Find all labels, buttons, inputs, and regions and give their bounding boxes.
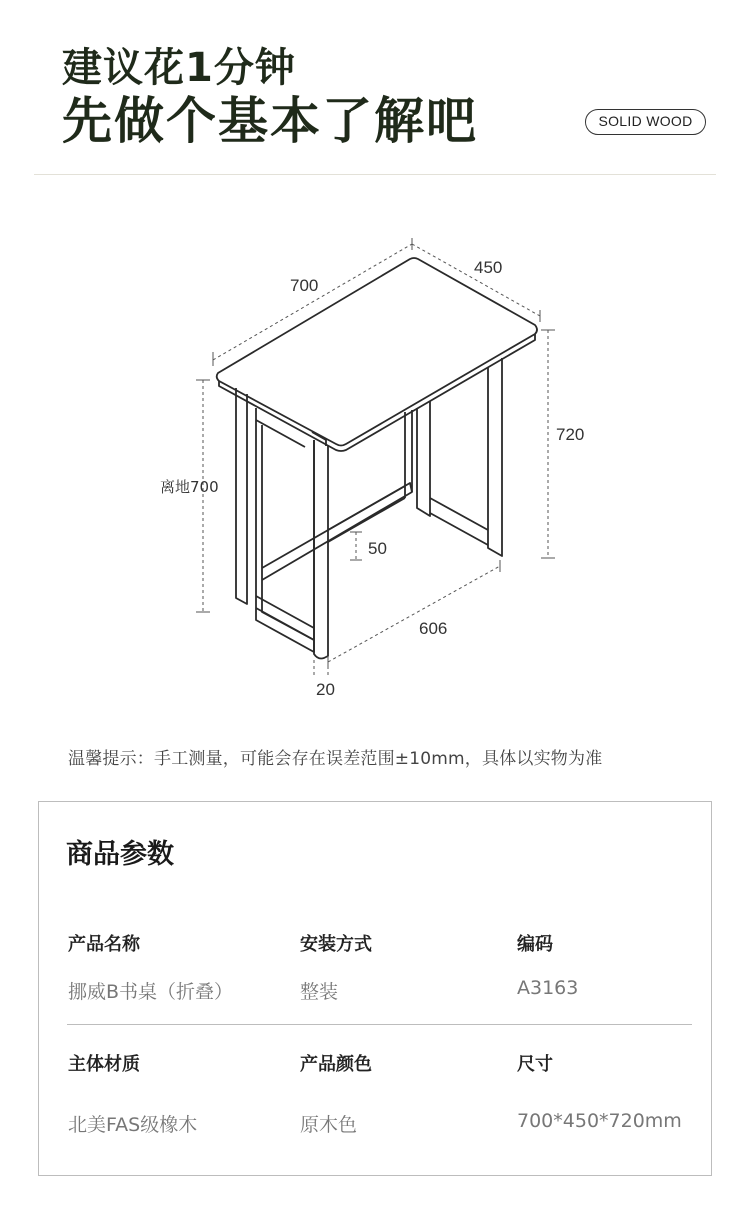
desk-drawing bbox=[217, 258, 537, 659]
product-params-card bbox=[38, 801, 712, 1176]
headline-line1: 建议花1分钟 bbox=[62, 45, 296, 91]
inner-width-label: 606 bbox=[419, 619, 448, 638]
param-value-size: 700*450*720mm bbox=[517, 1110, 682, 1132]
param-label-install: 安装方式 bbox=[300, 934, 372, 955]
param-value-name: 挪威B书桌（折叠） bbox=[68, 981, 234, 1003]
measurement-notice: 温馨提示：手工测量，可能会存在误差范围±10mm，具体以实物为准 bbox=[68, 749, 603, 769]
clearance-label: 离地700 bbox=[160, 478, 219, 496]
inner-width-dim-line bbox=[328, 566, 500, 662]
back-bottom-bar bbox=[430, 498, 488, 545]
depth-label: 450 bbox=[474, 258, 503, 277]
left-side-frame bbox=[256, 408, 314, 652]
param-value-code: A3163 bbox=[517, 977, 579, 999]
leg-label: 20 bbox=[316, 680, 335, 699]
bar-height-label: 50 bbox=[368, 539, 387, 558]
param-value-install: 整装 bbox=[300, 981, 339, 1003]
param-label-material: 主体材质 bbox=[68, 1054, 140, 1075]
param-label-name: 产品名称 bbox=[68, 934, 140, 955]
param-value-material: 北美FAS级橡木 bbox=[68, 1114, 198, 1136]
height-label: 720 bbox=[556, 425, 585, 444]
leg-dim-line bbox=[314, 660, 328, 676]
left-inner-frame bbox=[256, 420, 314, 640]
left-bottom-bar bbox=[256, 596, 314, 640]
params-title: 商品参数 bbox=[66, 839, 174, 870]
headline-line2: 先做个基本了解吧 bbox=[62, 92, 478, 150]
front-left-leg bbox=[236, 388, 247, 604]
params-row-divider bbox=[67, 1024, 692, 1025]
param-value-color: 原木色 bbox=[300, 1114, 358, 1136]
param-label-color: 产品颜色 bbox=[300, 1054, 372, 1075]
solid-wood-badge: SOLID WOOD bbox=[585, 109, 706, 135]
tabletop bbox=[217, 258, 537, 446]
param-label-code: 编码 bbox=[517, 934, 553, 955]
back-frame-inner bbox=[417, 401, 430, 516]
param-label-size: 尺寸 bbox=[517, 1054, 553, 1075]
width-label: 700 bbox=[290, 276, 319, 295]
stretcher bbox=[262, 483, 412, 580]
back-right-leg bbox=[488, 358, 502, 556]
